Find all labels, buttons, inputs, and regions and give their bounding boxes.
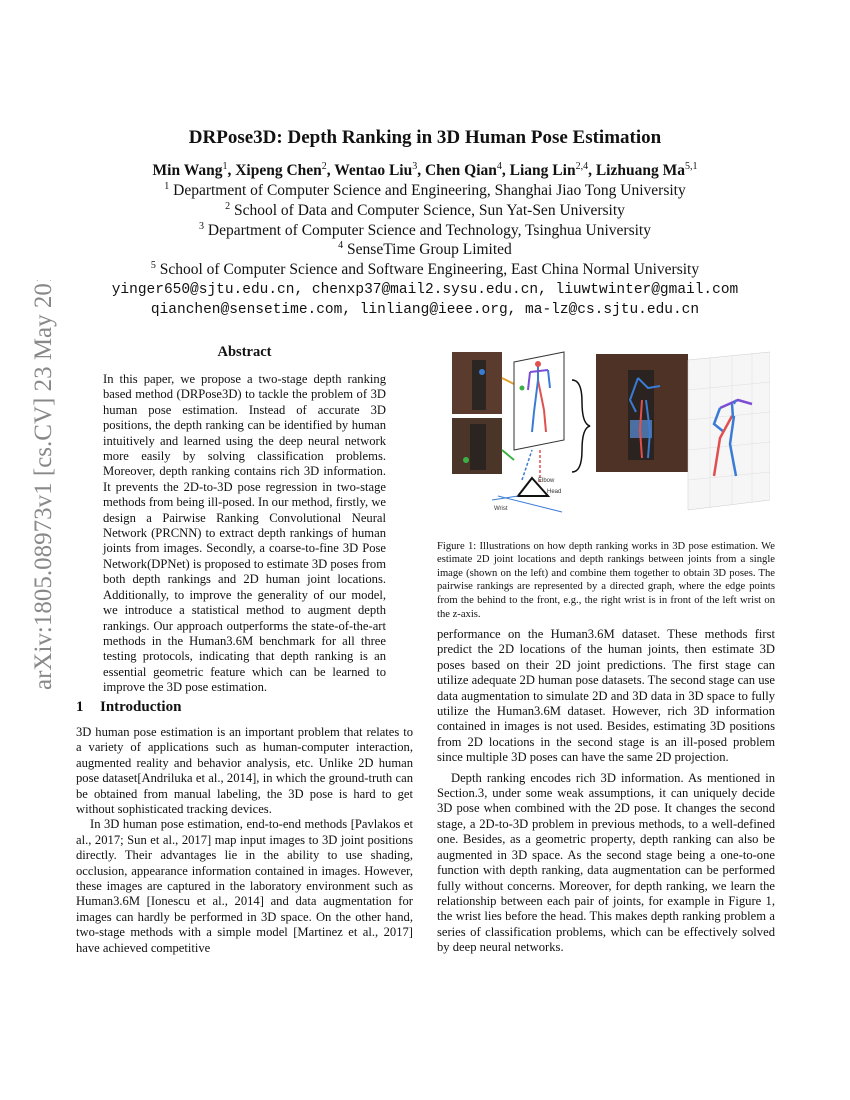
figure-1-caption: Figure 1: Illustrations on how depth ranking works in 3D pose estimation. We estimate 2D joint locations and depth rankings between joints from a single image (shown on the left) and combine them together to obtain 3D poses. The pairwise rankings are represented by a directed graph, where the edge points from the behind to the front, e.g., the right wrist is in front of the left wrist on the z-axis. <box>437 540 775 620</box>
affiliation-text: SenseTime Group Limited <box>343 241 512 259</box>
joint-marker <box>535 361 541 367</box>
author-name: Xipeng Chen <box>235 162 322 180</box>
plot-3d-box <box>688 352 770 510</box>
intro-paragraph-1: 3D human pose estimation is an important problem that relates to a variety of applications such as human-computer interaction, augmented reality and behavior analysis, etc. Unlike 2D human pose dataset[Andriluka et al., 2014], in which the ground-truth can be obtained from manual labeling, the 3D pose is hard to get without sophisticated tracking devices. <box>76 725 413 817</box>
person-silhouette-top <box>472 360 486 410</box>
author-name: Liang Lin <box>509 162 576 180</box>
axis-line <box>498 496 562 512</box>
author-name: Lizhuang Ma <box>595 162 685 180</box>
image-arrow <box>502 450 514 460</box>
affiliation-marker: 3 <box>199 221 205 232</box>
affiliation-text: School of Data and Computer Science, Sun Yat-Sen University <box>230 202 625 220</box>
joint-marker <box>520 386 525 391</box>
abstract-heading: Abstract <box>217 344 272 360</box>
affiliation-marker: 5 <box>150 260 156 271</box>
section-title: Introduction <box>100 699 182 715</box>
intro-right-column <box>437 627 775 956</box>
author-affiliation-marker: 2 <box>321 161 327 172</box>
affiliation-line <box>0 221 850 240</box>
axis-line <box>492 496 518 500</box>
graph-label-elbow: Elbow <box>538 478 555 484</box>
graph-label-wrist: Wrist <box>494 506 508 512</box>
author-affiliation-marker: 1 <box>222 161 228 172</box>
author-list: Min Wang$^1$, Xipeng Chen$^2$, Wentao Liu$^3$, Chen Qian$^4$, Liang Lin$^{2,4}$, Lizhuang Ma$^{5,1}$ <box>152 161 698 180</box>
joint-marker <box>479 369 485 375</box>
arxiv-stamp-text: arXiv:1805.08973v1 [cs.CV] 23 May 2018 <box>30 280 57 690</box>
affiliation-text: Department of Computer Science and Engineering, Shanghai Jiao Tong University <box>169 182 686 200</box>
affiliation-marker: 4 <box>338 240 344 251</box>
author-name: Chen Qian <box>424 162 497 180</box>
author-affiliation-marker: 3 <box>412 161 418 172</box>
email-line-1: yinger650@sjtu.edu.cn, chenxp37@mail2.sysu.edu.cn, liuwtwinter@gmail.com <box>111 282 739 298</box>
email-line-2: qianchen@sensetime.com, linliang@ieee.org, ma-lz@cs.sjtu.edu.cn <box>150 302 700 318</box>
image-arrow <box>502 378 514 384</box>
person-silhouette-bottom <box>470 424 486 470</box>
figure-1-illustration <box>452 350 770 518</box>
paper-title: DRPose3D: Depth Ranking in 3D Human Pose Estimation <box>188 127 662 148</box>
graph-edge <box>522 450 532 480</box>
intro-paragraph-3: performance on the Human3.6M dataset. These methods first predict the 2D locations of the human joints, then estimate 3D poses based on their 2D joint predictions. The first stage can utilize adequate 2D human pose datasets. The second stage can use data augmentation to simulate 2D and 3D data in 3D space to fully utilize the Human3.6M dataset. However, rich 3D information contained in images is not used. Besides, estimating 3D positions from 2D locations in the second stage is an ill-posed problem since multiple 3D poses can have the same 2D projection. <box>437 627 775 765</box>
intro-paragraph-4: Depth ranking encodes rich 3D information. As mentioned in Section.3, under some weak assumptions, it can uniquely decide 3D pose when combined with the 2D pose. It changes the second stage, a 2D-to-3D problem in previous methods, to a well-defined one. Besides, as a geometric property, depth ranking can also be augmented in 3D space. As the second stage being a one-to-one function with depth ranking, data augmentation can be performed fully without concerns. Moreover, for depth ranking, we learn the relationship between each pair of joints, for example in Figure 1, the wrist lies before the head. This makes depth ranking problem a series of classification problems, which can be effectively solved by deep neural networks. <box>437 770 775 955</box>
affiliation-line <box>0 240 850 259</box>
joint-marker-green <box>463 457 469 463</box>
affiliation-line <box>0 260 850 279</box>
intro-paragraph-2: In 3D human pose estimation, end-to-end methods [Pavlakos et al., 2017; Sun et al., 2017] map input images to 3D joint positions directly. Their advantages lie in the ability to use shading, occlusion, appearance information contained in images. However, these images are captured in the laboratory environment such as Human3.6M [Ionescu et al., 2014] and data augmentation for images can hardly be performed in 3D space. On the other hand, two-stage methods with a simple model [Martinez et al., 2017] have achieved competitive <box>76 817 413 955</box>
section-heading-introduction <box>76 699 181 716</box>
author-affiliation-marker: 5,1 <box>684 161 698 172</box>
author-name: Wentao Liu <box>334 162 413 180</box>
abstract-text: In this paper, we propose a two-stage depth ranking based method (DRPose3D) to tackle the problem of 3D human pose estimation. Instead of accurate 3D positions, the depth ranking can be identified by human intuitively and learned using the deep neural network more easily by solving classification problems. Moreover, depth ranking contains rich 3D information. It prevents the 2D-to-3D pose regression in two-stage methods from being ill-posed. In our method, firstly, we design a Pairwise Ranking Convolutional Neural Network (PRCNN) to extract depth rankings of human joints from images. Secondly, a coarse-to-fine 3D Pose Network(DPNet) is proposed to estimate 3D poses from both depth rankings and 2D human joint locations. Additionally, to improve the generality of our model, we introduce a statistical method to augment depth rankings. Our approach outperforms the state-of-the-art methods in the Human3.6M benchmark for all three testing protocols, indicating that depth ranking is an essential geometric feature which can be learned to improve the 3D pose estimation. <box>103 372 386 695</box>
graph-label-head: Head <box>547 489 562 495</box>
affiliation-marker: 1 <box>164 181 170 192</box>
author-affiliation-marker: 4 <box>496 161 502 172</box>
author-name: Min Wang <box>152 162 223 180</box>
affiliation-marker: 2 <box>225 201 231 212</box>
arxiv-stamp-svg <box>6 280 66 700</box>
intro-left-column <box>76 725 413 956</box>
combine-brace <box>572 380 590 472</box>
affiliation-text: Department of Computer Science and Technology, Tsinghua University <box>204 222 651 240</box>
affiliation-line <box>0 181 850 200</box>
skeleton-3d-spine <box>732 404 733 418</box>
affiliation-line <box>0 201 850 220</box>
author-affiliation-marker: 2,4 <box>575 161 589 172</box>
section-number: 1 <box>76 699 84 715</box>
affiliation-text: School of Computer Science and Software Engineering, East China Normal University <box>155 261 700 279</box>
arxiv-stamp <box>6 280 66 700</box>
figure-1 <box>452 350 770 518</box>
